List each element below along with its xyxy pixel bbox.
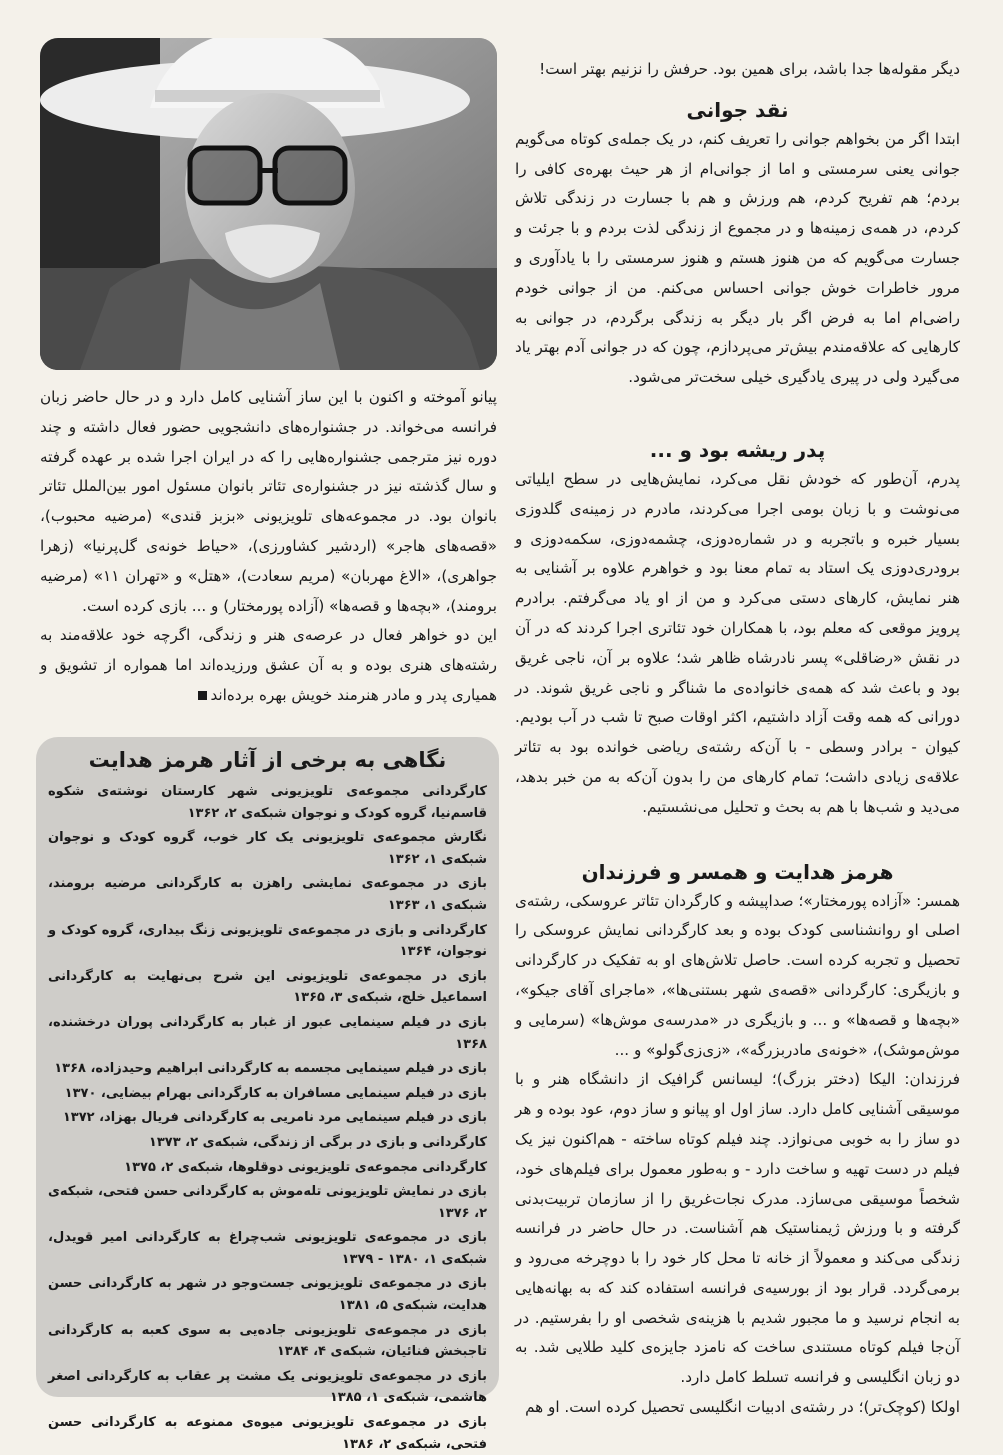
works-list-item: بازی در فیلم سینمایی مجسمه به کارگردانی ابراهیم وحیدزاده، ۱۳۶۸ — [54, 1061, 487, 1077]
works-list-item: کارگردانی و بازی در مجموعه‌ی تلویزیونی زنگ بیداری، گروه کودک و نوجوان، ۱۳۶۴ — [48, 922, 487, 960]
right-column — [515, 55, 960, 1423]
section-paragraph-spouse: همسر: «آزاده پورمختار»؛ صداپیشه و کارگردان تئاتر عروسکی، رشته‌ی اصلی او روانشناسی کودک بوده و بعد کارگردانی نمایش عروسکی را تحصیل و تجربه کرده است. حاصل تلاش‌های او به تفکیک در کارگردانی و بازیگری: کارگردانی «قصه‌ی شهر بستنی‌ها»، «ماجرای آقای جیکو»، «بچه‌ها و قصه‌ها» و ... و بازیگری در «مدرسه‌ی موش‌ها» (سرمایی و موش‌موشک)، «خونه‌ی مادربزرگه»، «زی‌زی‌گولو» و ... — [515, 891, 960, 1059]
works-list-item: بازی در مجموعه‌ی نمایشی راهزن به کارگردانی مرضیه برومند، شبکه‌ی ۱، ۱۳۶۳ — [48, 876, 487, 913]
works-list-item: بازی در فیلم سینمایی مسافران به کارگردانی بهرام بیضایی، ۱۳۷۰ — [64, 1085, 487, 1101]
works-sidebar-box — [36, 737, 499, 1452]
works-list-item: کارگردانی و بازی در برگی از زندگی، شبکه‌ی ۲، ۱۳۷۳ — [148, 1134, 487, 1150]
works-list-item: بازی در مجموعه‌ی تلویزیونی جست‌وجو در شهر به کارگردانی حسن هدایت، شبکه‌ی ۵، ۱۳۸۱ — [48, 1276, 487, 1314]
works-list-item: بازی در مجموعه‌ی تلویزیونی این شرح بی‌نهایت به کارگردانی اسماعیل خلج، شبکه‌ی ۳، ۱۳۶۵ — [48, 968, 487, 1006]
end-of-article-mark — [198, 691, 207, 700]
left-paragraph-1: پیانو آموخته و اکنون با این ساز آشنایی کامل دارد و در حال حاضر زبان فرانسه می‌خواند. در جشنواره‌های دانشجویی حضور فعال داشته و چند دوره نیز مترجمی جشنواره‌هایی را که در ایران اجرا شده بر عهده گرفته و سال گذشته نیز در جشنواره‌ی تئاتر بانوان مسئول امور بین‌الملل تئاتر بانوان بود. در مجموعه‌های تلویزیونی «بزبز قندی» (مرضیه محبوب)، «قصه‌های هاجر» (اردشیر کشاورزی)، «حیاط خونه‌ی گل‌پرنیا» (زهرا جواهری)، «الاغ مهربان» (مریم سعادت)، «هتل» و «تهران ۱۱» (مرضیه برومند)، «بچه‌ها و قصه‌ها» (آزاده پورمختار) و ... بازی کرده است. — [40, 388, 497, 615]
section-heading-youth: نقد جوانی — [686, 97, 789, 122]
works-list-item: نگارش مجموعه‌ی تلویزیونی یک کار خوب، گروه کودک و نوجوان شبکه‌ی ۱، ۱۳۶۲ — [48, 830, 487, 867]
section-paragraph-father: پدرم، آن‌طور که خودش نقل می‌کرد، نمایش‌هایی در سطح ایلیاتی می‌نوشت و با زبان بومی اجرا می‌کردند، مادرم در زمینه‌ی گلدوزی بسیار خبره و باتجربه و در شماره‌دوزی، چشمه‌دوزی، سکمه‌دوزی و برودری‌دوزی یک استاد به تمام معنا بود و خواهرم علاوه بر آشنایی به هنر نمایش، کارهای دستی می‌کرد و من از او یاد می‌گرفتم. برادرم پرویز موقعی که معلم بود، با همکاران خود تئاتری اجرا کردند که در آن در نقش «رضاقلی» پسر نادرشاه ظاهر شد؛ علاوه بر آن، ناجی غریق بود و باعث شد که همه‌ی خانواده‌ی ما شناگر و ناجی غریق شوند. در دورانی که همه وقت آزاد داشتیم، اکثر اوقات صبح تا شب در آب بودیم. کیوان - برادر وسطی - با آن‌که رشته‌ی ریاضی خوانده بود به تئاتر علاقه‌ی زیادی داشت؛ تمام کارهای من را بدون آن‌که به من خبر بدهد، می‌دید و شب‌ها با هم به بحث و تحلیل می‌نشستیم. — [515, 469, 960, 816]
works-list-item: بازی در مجموعه‌ی تلویزیونی میوه‌ی ممنوعه به کارگردانی حسن فتحی، شبکه‌ی ۲، ۱۳۸۶ — [48, 1415, 487, 1452]
intro-paragraph: دیگر مقوله‌ها جدا باشد، برای همین بود. حرفش را نزنیم بهتر است! — [539, 60, 960, 78]
section-paragraph-children: فرزندان: الیکا (دختر بزرگ)؛ لیسانس گرافیک از دانشگاه هنر و با موسیقی آشنایی کامل دارد. ساز اول او پیانو و ساز دوم، عود بوده و هر دو ساز را به خوبی می‌نوازد. چند فیلم کوتاه ساخته - هم‌اکنون نیز یک فیلم در دست تهیه و ساخت دارد - و به‌طور معمول برای فیلم‌های خود، شخصاً موسیقی می‌سازد. مدرک نجات‌غریق را از سازمان تربیت‌بدنی گرفته و با ورزش ژیمناستیک هم آشناست. در حال حاضر در فرانسه زندگی می‌کند و معمولاً از خانه تا محل کار خود را با دوچرخه می‌رود و برمی‌گردد. قرار بود از بورسیه‌ی فرانسه استفاده کند که به بهانه‌هایی به انجام نرسید و ما مجبور شدیم با هزینه‌ی شخصی او را بفرستیم. در آن‌جا فیلم کوتاه مستندی ساخت که نامزد جایزه‌ی کلید طلایی شد. به دو زبان انگلیسی و فرانسه تسلط کامل دارد. — [515, 1070, 960, 1387]
left-column — [40, 383, 497, 711]
left-paragraph-2-text: این دو خواهر فعال در عرصه‌ی هنر و زندگی، اگرچه خود علاقه‌مند به رشته‌های هنری بوده و به آن عشق ورزیده‌اند اما همواره از تشویق و همیاری پدر و مادر هنرمند خویش بهره برده‌اند — [40, 626, 497, 704]
portrait-photo — [40, 38, 497, 370]
works-box-title: نگاهی به برخی از آثار هرمز هدایت — [88, 748, 447, 772]
section-paragraph-youth: ابتدا اگر من بخواهم جوانی را تعریف کنم، در یک جمله‌ی کوتاه می‌گویم جوانی یعنی سرمستی و اما از جوانی‌ام از هر حیث بهره‌ی کافی را بردم؛ هم تفریح کردم، هم ورزش و هم با جسارت در زندگی تلاش کردم، در همه‌ی زمینه‌ها و در مجموع از زندگی لذت بردم و با جرئت و جسارت می‌گویم که من هنوز هستم و هنوز سرمستی را با یادآوری و مرور خاطرات خوش جوانی احساس می‌کنم. من از جوانی خودم راضی‌ام اما به فرض اگر بار دیگر به زندگی برگردم، در جوانی به کارهایی که علاقه‌مندم بیش‌تر می‌پردازم، چون که در جوانی آدم بهتر یاد می‌گیرد ولی در پیری یادگیری خیلی سخت‌تر می‌شود. — [515, 129, 960, 387]
works-list-item: بازی در فیلم سینمایی مرد نامریی به کارگردانی فریال بهزاد، ۱۳۷۲ — [62, 1110, 487, 1126]
works-list-item: کارگردانی مجموعه‌ی تلویزیونی شهر کارستان نوشته‌ی شکوه قاسم‌نیا، گروه کودک و نوجوان شبکه‌ی ۲، ۱۳۶۲ — [48, 784, 487, 821]
works-list-item: کارگردانی مجموعه‌ی تلویزیونی دوقلوها، شبکه‌ی ۲، ۱۳۷۵ — [124, 1159, 487, 1175]
works-list-item: بازی در فیلم سینمایی عبور از غبار به کارگردانی پوران درخشنده، ۱۳۶۸ — [48, 1014, 487, 1052]
works-list — [48, 781, 487, 1455]
works-list-item: بازی در مجموعه‌ی تلویزیونی شب‌چراغ به کارگردانی امیر قویدل، شبکه‌ی ۱، ۱۳۸۰ - ۱۳۷۹ — [48, 1230, 487, 1267]
section-heading-family: هرمز هدایت و همسر و فرزندان — [581, 859, 894, 884]
works-list-item: بازی در نمایش تلویزیونی تله‌موش به کارگردانی حسن فتحی، شبکه‌ی ۲، ۱۳۷۶ — [48, 1184, 487, 1221]
section-paragraph-younger-daughter: اولکا (کوچک‌تر)؛ در رشته‌ی ادبیات انگلیسی تحصیل کرده است. او هم — [525, 1398, 960, 1417]
left-paragraph-2 — [40, 621, 497, 710]
works-list-item: بازی در مجموعه‌ی تلویزیونی یک مشت پر عقاب به کارگردانی اصغر هاشمی، شبکه‌ی ۱، ۱۳۸۵ — [48, 1368, 487, 1406]
works-list-item: بازی در مجموعه‌ی تلویزیونی جاده‌یی به سوی کعبه به کارگردانی تاجبخش فنائیان، شبکه‌ی ۴، ۱۳۸۴ — [48, 1322, 487, 1360]
section-heading-father: پدر ریشه بود و ... — [649, 437, 826, 462]
